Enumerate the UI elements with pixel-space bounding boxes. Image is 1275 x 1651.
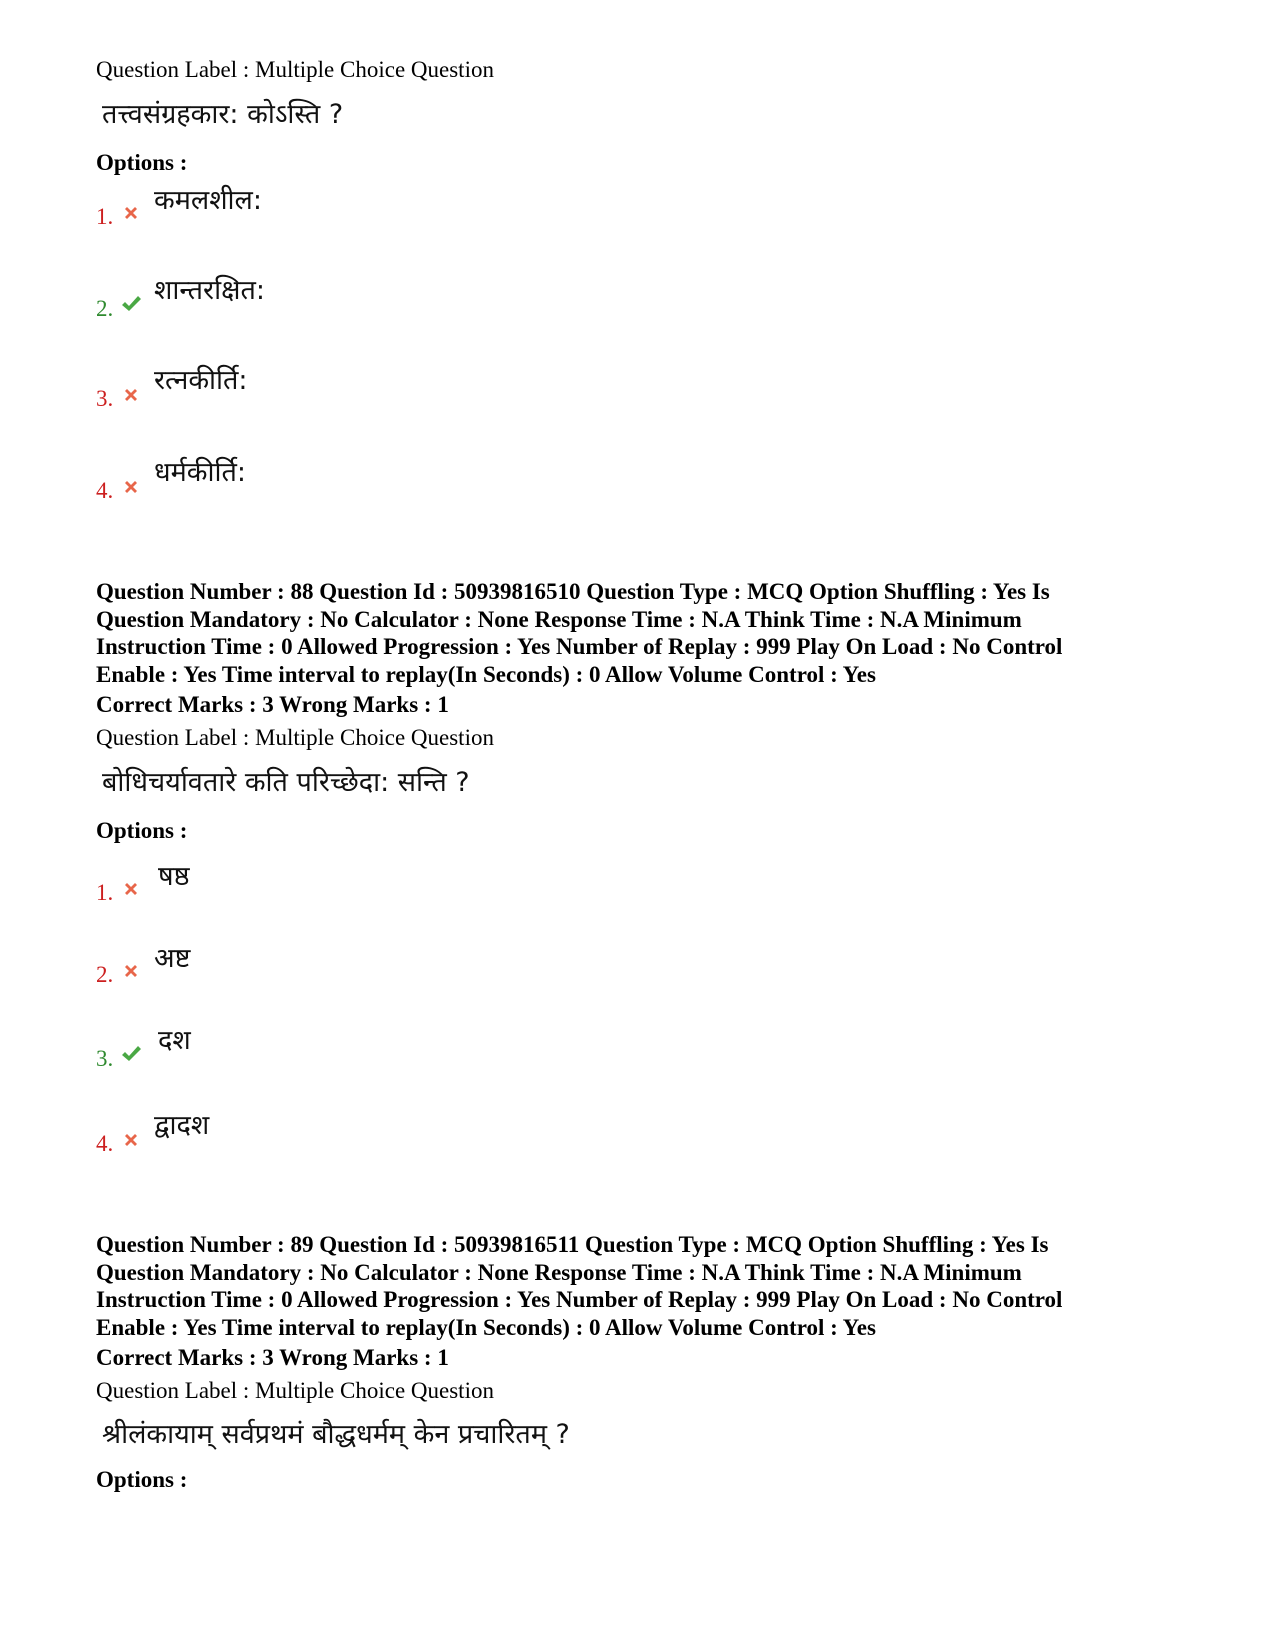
option-number: 3.: [96, 386, 114, 411]
option-number: 3.: [96, 1046, 114, 1071]
marks-info: Correct Marks : 3 Wrong Marks : 1: [96, 1345, 449, 1370]
question-text: बोधिचर्यावतारे कति परिच्छेदा: सन्ति ?: [102, 767, 470, 798]
question-label: Question Label : Multiple Choice Question: [96, 725, 494, 750]
option-text: धर्मकीर्ति:: [154, 457, 246, 488]
metadata-line: Question Number : 88 Question Id : 50939816510 Question Type : MCQ Option Shuffling : Yes Is: [96, 579, 1050, 604]
cross-icon: [122, 1131, 140, 1149]
cross-icon: [122, 386, 140, 404]
option-text: अष्ट: [154, 943, 191, 974]
cross-icon: [122, 478, 140, 496]
question-label: Question Label : Multiple Choice Question: [96, 1378, 494, 1403]
metadata-line: Question Mandatory : No Calculator : None Response Time : N.A Think Time : N.A Minimum: [96, 1259, 1022, 1285]
option-number: 1.: [96, 880, 114, 905]
option-text: शान्तरक्षित:: [154, 275, 265, 306]
options-heading: Options :: [96, 1467, 188, 1492]
option-number: 4.: [96, 478, 114, 503]
options-heading: Options :: [96, 150, 188, 175]
question-metadata: [96, 1231, 1196, 1341]
metadata-line: Instruction Time : 0 Allowed Progression : Yes Number of Replay : 999 Play On Load : No Control: [96, 634, 1063, 659]
marks-info: Correct Marks : 3 Wrong Marks : 1: [96, 692, 449, 717]
cross-icon: [122, 880, 140, 898]
question-label: Question Label : Multiple Choice Question: [96, 57, 494, 82]
option-number: 4.: [96, 1131, 114, 1156]
question-metadata: [96, 578, 1196, 688]
metadata-line: Question Number : 89 Question Id : 50939816511 Question Type : MCQ Option Shuffling : Yes Is: [96, 1232, 1049, 1257]
metadata-line: Instruction Time : 0 Allowed Progression : Yes Number of Replay : 999 Play On Load : No Control: [96, 1287, 1063, 1312]
check-icon: [120, 294, 142, 314]
check-icon: [120, 1044, 142, 1064]
option-text: रत्नकीर्ति:: [154, 365, 248, 396]
metadata-line: Enable : Yes Time interval to replay(In Seconds) : 0 Allow Volume Control : Yes: [96, 661, 876, 687]
cross-icon: [122, 962, 140, 980]
cross-icon: [122, 204, 140, 222]
option-text: द्वादश: [154, 1110, 210, 1141]
options-heading: Options :: [96, 818, 188, 843]
metadata-line: Question Mandatory : No Calculator : None Response Time : N.A Think Time : N.A Minimum: [96, 606, 1022, 632]
option-text: षष्ठ: [158, 861, 190, 892]
option-text: कमलशील:: [154, 185, 262, 216]
question-text: श्रीलंकायाम् सर्वप्रथमं बौद्धधर्मम् केन प्रचारितम् ?: [102, 1419, 570, 1450]
metadata-line: Enable : Yes Time interval to replay(In Seconds) : 0 Allow Volume Control : Yes: [96, 1314, 876, 1340]
option-text: दश: [158, 1025, 191, 1056]
question-text: तत्त्वसंग्रहकार: कोऽस्ति ?: [102, 99, 344, 130]
option-number: 2.: [96, 296, 114, 321]
option-number: 1.: [96, 204, 114, 229]
option-number: 2.: [96, 962, 114, 987]
